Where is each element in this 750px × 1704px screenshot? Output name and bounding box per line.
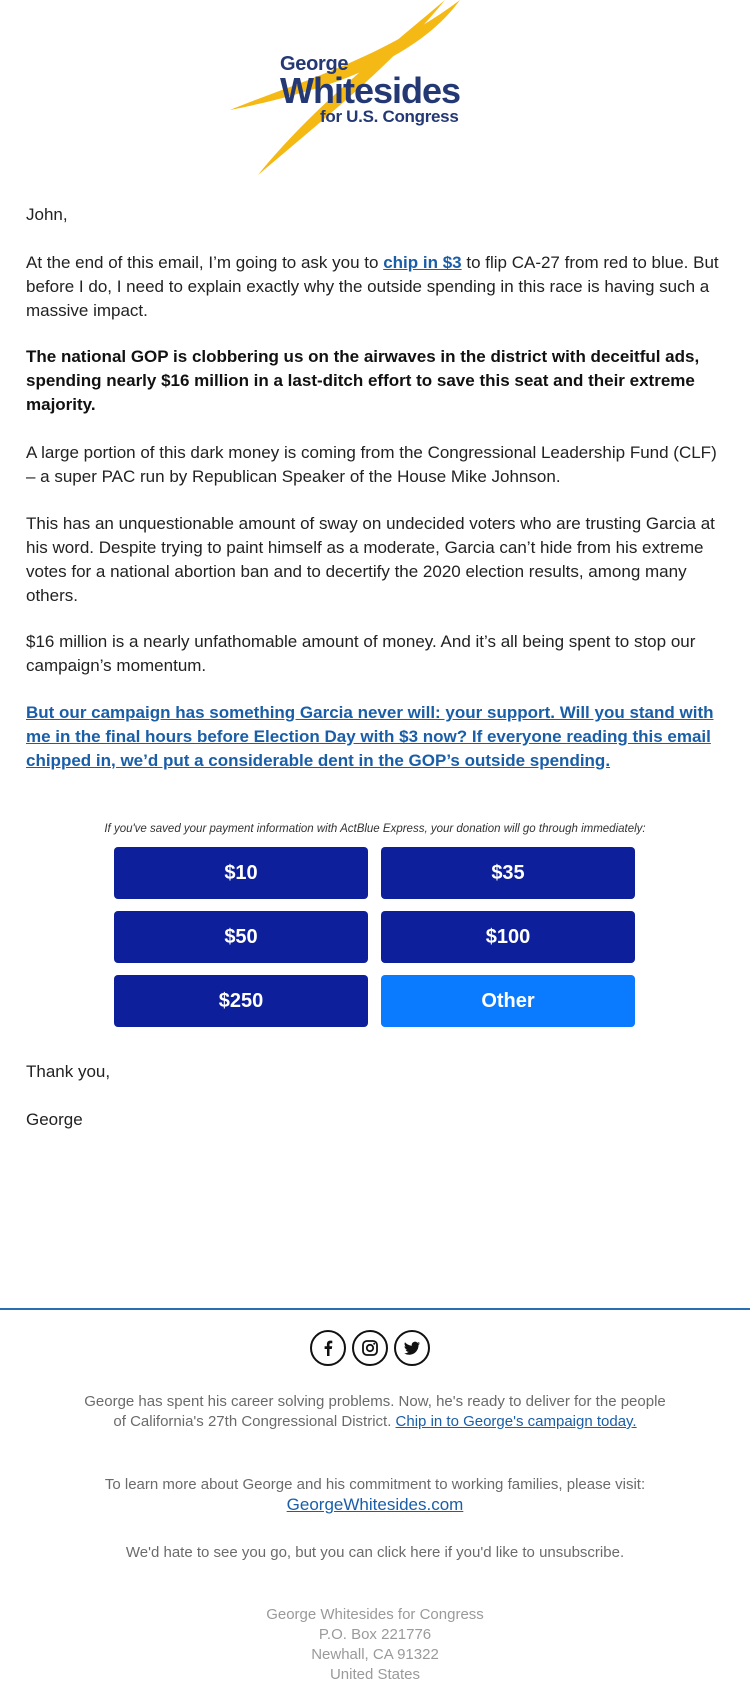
chip-in-link[interactable]: chip in $3 [383,253,462,272]
logo-line-whitesides: Whitesides [280,70,461,111]
address-box: P.O. Box 221776 [318,1626,432,1643]
clf-paragraph: A large portion of this dark money is coming from the Congressional Leadership Fund (CLF) – a super PAC run by Republican Speaker of the House Mike Johnson. [26,443,717,486]
garcia-paragraph: This has an unquestionable amount of sway on undecided voters who are trusting Garcia at his word. Despite trying to paint himself as a moderate, Garcia can’t hide from his extreme votes for a national abortion ban and to decertify the 2020 election results, among many others. [26,514,715,605]
footer-chip-in-link[interactable]: Chip in to George's campaign today. [395,1413,637,1430]
address-country: United States [329,1666,421,1683]
social-links [310,1330,440,1370]
footer-divider [0,1308,750,1310]
money-paragraph: $16 million is a nearly unfathomable amount of money. And it’s all being spent to stop our campaign’s momentum. [26,632,696,675]
donate-100-button[interactable]: $100 [381,911,635,963]
donate-50-button[interactable]: $50 [114,911,368,963]
campaign-logo[interactable] [230,0,470,180]
unsubscribe-text[interactable]: We'd hate to see you go, but you can click here if you'd like to unsubscribe. [125,1544,625,1561]
mailing-address [0,1605,750,1685]
support-link[interactable]: But our campaign has something Garcia never will: your support. Will you stand with me in the final hours before Election Day with $3 now? If everyone reading this email chipped in, we’d put a considerable dent in the GOP’s outside spending. [26,703,714,770]
instagram-icon[interactable] [352,1330,388,1366]
footer-learn-more: To learn more about George and his commitment to working families, please visit: GeorgeWhitesides.com [104,1476,646,1514]
donate-other-button[interactable]: Other [381,975,635,1027]
twitter-icon[interactable] [394,1330,430,1366]
logo-line-george: George [280,53,349,75]
donate-10-button[interactable]: $10 [114,847,368,899]
facebook-icon[interactable] [310,1330,346,1366]
address-org: George Whitesides for Congress [266,1606,484,1623]
footer-about: George has spent his career solving problems. Now, he's ready to deliver for the people of California's 27th Congressional District. Chip in to George's campaign today. [84,1393,666,1430]
address-city: Newhall, CA 91322 [311,1646,439,1663]
logo-line-congress: for U.S. Congress [320,107,459,126]
donate-35-button[interactable]: $35 [381,847,635,899]
donate-250-button[interactable]: $250 [114,975,368,1027]
greeting: John, [26,205,68,224]
closing: Thank you, [26,1062,111,1081]
website-link[interactable]: GeorgeWhitesides.com [286,1495,464,1514]
bold-paragraph: The national GOP is clobbering us on the airwaves in the district with deceitful ads, spending nearly $16 million in a last-ditch effort to save this seat and their extreme majority. [26,347,700,414]
support-paragraph [26,701,726,773]
intro-paragraph: At the end of this email, I’m going to ask you to chip in $3 to flip CA-27 from red to blue. But before I do, I need to explain exactly why the outside spending in this race is having such a massive impact. [26,253,719,320]
actblue-note: If you've saved your payment information with ActBlue Express, your donation will go through immediately: [104,823,646,835]
signature: George [26,1110,83,1129]
